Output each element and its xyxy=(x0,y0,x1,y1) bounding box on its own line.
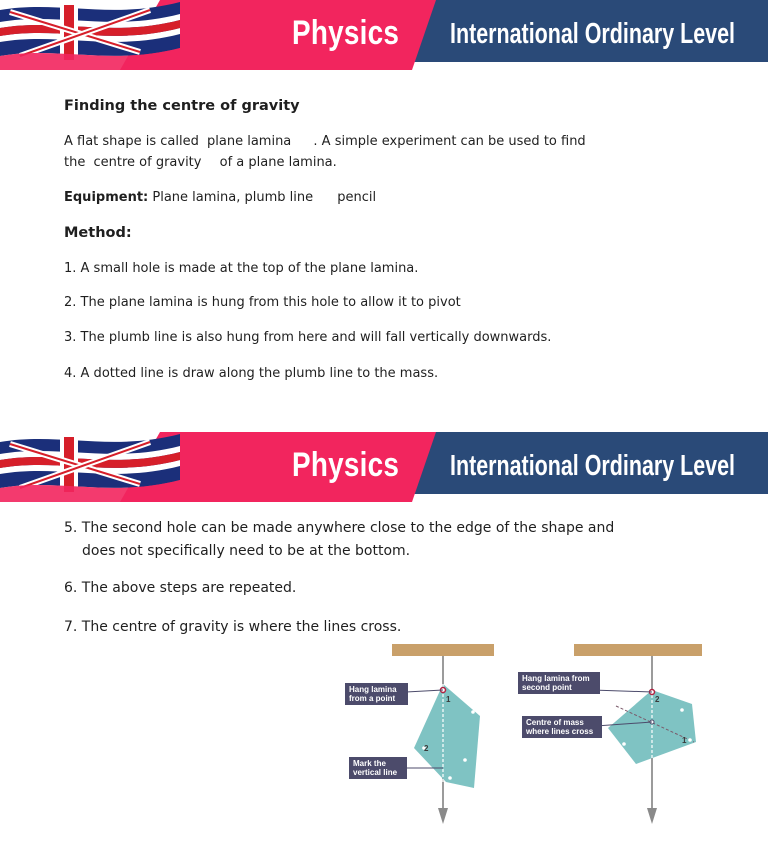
term-plane-lamina: plane lamina xyxy=(207,134,292,149)
method-step: 2. The plane lamina is hung from this hole to allow it to pivot xyxy=(64,295,461,310)
intro-line-1 xyxy=(64,134,586,149)
equipment-label: Equipment: xyxy=(64,190,149,205)
section-heading: Finding the centre of gravity xyxy=(64,98,300,114)
point-number: 1 xyxy=(682,736,687,745)
equipment-items: Plane lamina, plumb line xyxy=(152,190,314,205)
point-number: 2 xyxy=(655,695,660,704)
label-hang-point: Hang lamina from a point xyxy=(345,683,408,705)
method-step: 6. The above steps are repeated. xyxy=(64,580,297,596)
intro-text: . A simple experiment can be used to find xyxy=(313,134,586,149)
diagram-single-point xyxy=(340,640,510,830)
equipment-line xyxy=(64,190,376,205)
intro-text: A flat shape is called xyxy=(64,134,199,149)
plumb-bob xyxy=(438,808,448,824)
intro-text: the xyxy=(64,155,86,170)
method-step-cont: does not specifically need to be at the bottom. xyxy=(82,543,411,559)
banner-level: International Ordinary Level xyxy=(450,450,736,482)
method-heading: Method: xyxy=(64,225,132,241)
point-number: 2 xyxy=(424,744,429,753)
label-hang-second: Hang lamina from second point xyxy=(518,672,600,694)
method-step: 1. A small hole is made at the top of the plane lamina. xyxy=(64,261,419,276)
union-jack-flag-icon xyxy=(0,2,180,70)
union-jack-flag-icon xyxy=(0,434,180,502)
method-step: 4. A dotted line is draw along the plumb line to the mass. xyxy=(64,366,439,381)
support-bar xyxy=(574,644,702,656)
method-step: 7. The centre of gravity is where the lines cross. xyxy=(64,619,402,635)
label-centre-of-mass: Centre of mass where lines cross xyxy=(522,716,602,738)
banner-subject: Physics xyxy=(292,446,400,484)
plumb-bob xyxy=(647,808,657,824)
term-centre-of-gravity: centre of gravity xyxy=(93,155,202,170)
intro-text: of a plane lamina. xyxy=(219,155,337,170)
header-banner xyxy=(0,432,768,504)
method-step: 5. The second hole can be made anywhere close to the edge of the shape and xyxy=(64,520,615,536)
support-bar xyxy=(392,644,494,656)
banner-level: International Ordinary Level xyxy=(450,18,736,50)
point-number: 1 xyxy=(446,695,451,704)
header-banner xyxy=(0,0,768,72)
method-step: 3. The plumb line is also hung from here and will fall vertically downwards. xyxy=(64,330,552,345)
banner-subject: Physics xyxy=(292,14,400,52)
equipment-last: pencil xyxy=(337,190,377,205)
intro-line-2 xyxy=(64,155,337,170)
label-mark-line: Mark the vertical line xyxy=(349,757,407,779)
